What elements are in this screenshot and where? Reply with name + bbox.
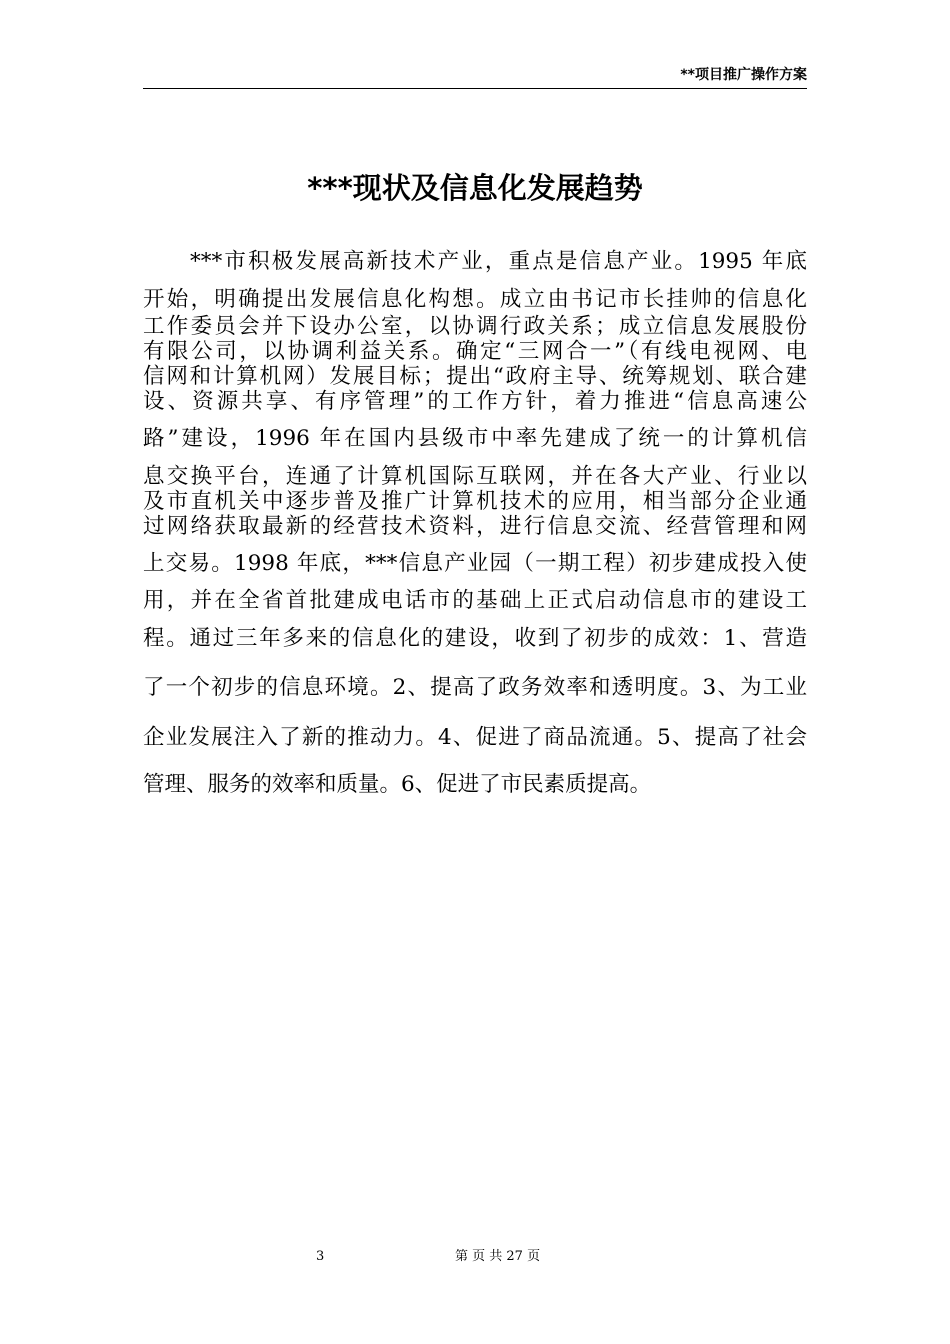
footer-page-label: 第 页 共 27 页 [455, 1249, 541, 1264]
paragraph-line: 管理、服务的效率和质量。6、促进了市民素质提高。 [143, 772, 652, 797]
paragraph-line: 过网络获取最新的经营技术资料，进行信息交流、经营管理和网 [143, 514, 807, 539]
header-divider [143, 88, 807, 89]
paragraph-line: ***市积极发展高新技术产业，重点是信息产业。1995 年底 [190, 249, 807, 274]
paragraph-line: 企业发展注入了新的推动力。4、促进了商品流通。5、提高了社会 [143, 725, 807, 750]
footer-page-number: 3 [316, 1249, 325, 1264]
paragraph-line: 开始，明确提出发展信息化构想。成立由书记市长挂帅的信息化 [143, 287, 807, 312]
paragraph-line: 工作委员会并下设办公室，以协调行政关系；成立信息发展股份 [143, 314, 807, 339]
paragraph-line: 程。通过三年多来的信息化的建设，收到了初步的成效：1、营造 [143, 626, 807, 651]
document-title: ***现状及信息化发展趋势 [307, 171, 643, 205]
paragraph-line: 路”建设，1996 年在国内县级市中率先建成了统一的计算机信 [143, 426, 807, 451]
paragraph-line: 用，并在全省首批建成电话市的基础上正式启动信息市的建设工 [143, 588, 807, 613]
paragraph-line: 设、资源共享、有序管理”的工作方针，着力推进“信息高速公 [143, 389, 807, 414]
paragraph-line: 息交换平台，连通了计算机国际互联网，并在各大产业、行业以 [143, 464, 807, 489]
paragraph-line: 有限公司，以协调利益关系。确定“三网合一”（有线电视网、电 [143, 339, 807, 364]
running-header: **项目推广操作方案 [680, 67, 807, 83]
paragraph-line: 信网和计算机网）发展目标；提出“政府主导、统筹规划、联合建 [143, 364, 807, 389]
paragraph-line: 了一个初步的信息环境。2、提高了政务效率和透明度。3、为工业 [143, 675, 807, 700]
paragraph-line: 及市直机关中逐步普及推广计算机技术的应用，相当部分企业通 [143, 489, 807, 514]
paragraph-line: 上交易。1998 年底，***信息产业园（一期工程）初步建成投入使 [143, 551, 807, 576]
